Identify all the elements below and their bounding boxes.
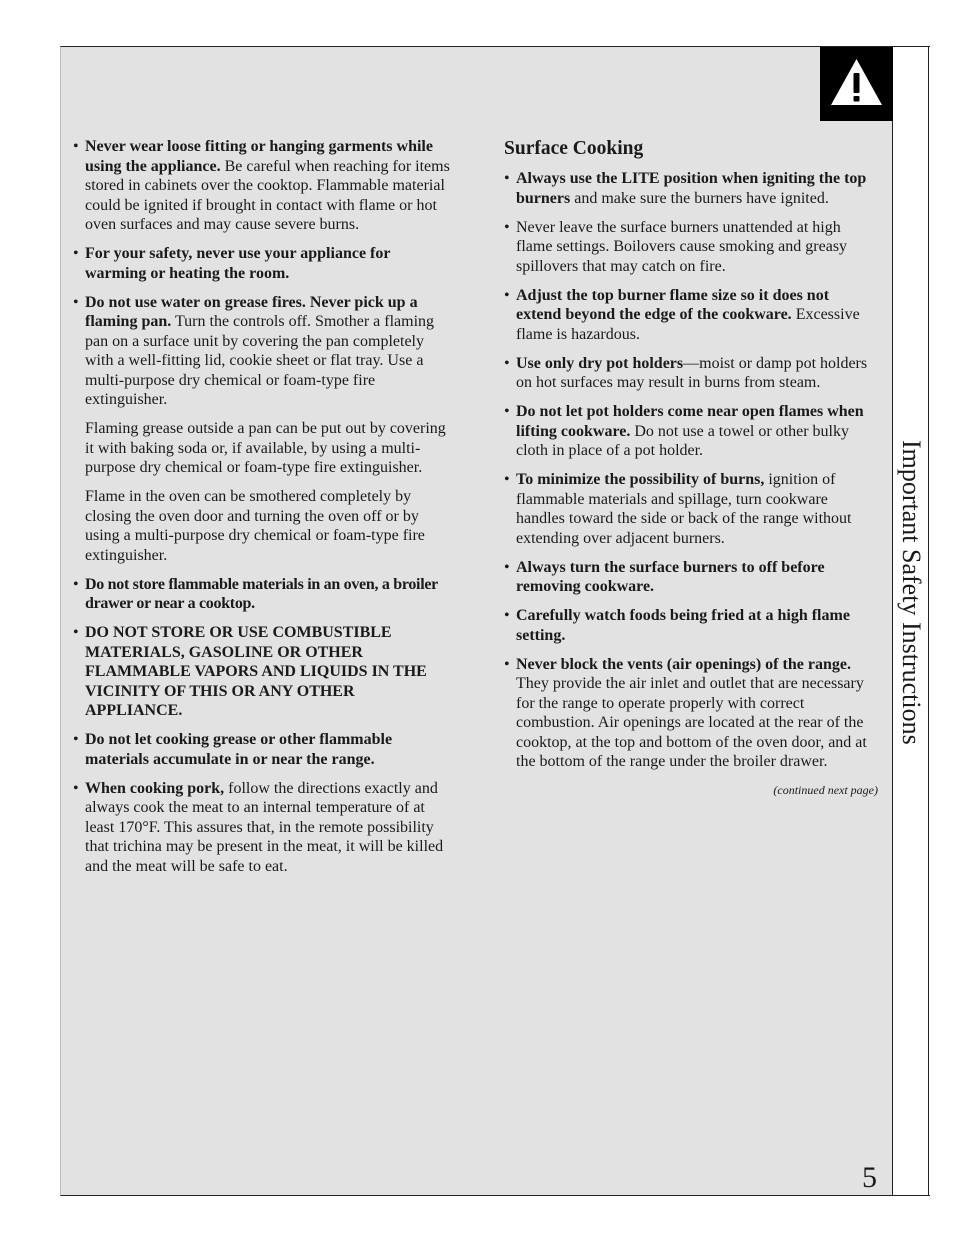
item-text: Excessive flame is hazardous.: [516, 306, 860, 343]
bold-lead: Never block the vents (air openings) of the range.: [516, 655, 851, 673]
item-text: They provide the air inlet and outlet that are necessary for the range to operate properly with correct combustion. Air openings are located at the rear of the cooktop, at the top and bottom of the oven door, and at the bottom of the range under the broiler drawer.: [516, 675, 867, 770]
item-text: —moist or damp pot holders on hot surfaces may result in burns from steam.: [516, 354, 868, 391]
bold-lead: Never wear loose fitting or hanging garments while using the appliance.: [85, 138, 433, 175]
page-number: 5: [862, 1161, 877, 1194]
bold-lead: For your safety, never use your appliance for warming or heating the room.: [85, 245, 391, 282]
list-item: [73, 137, 451, 235]
continued-note: (continued next page): [773, 782, 878, 797]
item-text: ignition of flammable materials and spillage, turn cookware handles toward the side or back of the range without extending over adjacent burners.: [516, 471, 852, 547]
right-column: [504, 137, 878, 797]
bold-lead: Do not let cooking grease or other flammable materials accumulate in or near the range.: [85, 731, 393, 768]
list-item: [73, 779, 451, 877]
bold-lead: Do not store flammable materials in an oven, a broiler drawer or near a cooktop.: [85, 575, 438, 612]
item-text: Be careful when reaching for items stored in cabinets over the cooktop. Flammable material could be ignited if brought in contact with flame or hot oven surfaces and may cause severe burns.: [85, 157, 450, 233]
item-text: follow the directions exactly and always cook the meat to an internal temperature of at least 170°F. This assures that, in the remote possibility that trichina may be present in the meat, it will be killed and the meat will be safe to eat.: [85, 779, 444, 875]
bold-lead: Do not let pot holders come near open flames when lifting cookware.: [516, 403, 864, 440]
list-item: [504, 286, 878, 345]
list-item: [73, 293, 451, 410]
list-item: [73, 244, 451, 283]
list-item: [504, 169, 878, 208]
paragraph: Flaming grease outside a pan can be put out by covering it with baking soda or, if available, by using a multi-purpose dry chemical or foam-type fire extinguisher.: [85, 420, 446, 476]
list-item: [504, 354, 878, 393]
paragraph: Flame in the oven can be smothered completely by closing the oven door and turning the oven off or by using a multi-purpose dry chemical or foam-type fire extinguisher.: [85, 488, 425, 564]
bold-lead: Always turn the surface burners to off before removing cookware.: [516, 558, 825, 595]
list-item: [73, 730, 451, 769]
warning-triangle-icon: [820, 47, 893, 121]
bold-lead: DO NOT STORE OR USE COMBUSTIBLE MATERIALS, GASOLINE OR OTHER FLAMMABLE VAPORS AND LIQUIDS IN THE VICINITY OF THIS OR ANY OTHER APPLIANCE.: [85, 624, 427, 719]
left-column: [73, 137, 451, 886]
bold-lead: Always use the LITE position when igniting the top burners: [516, 170, 867, 207]
list-item: [73, 623, 451, 721]
bold-lead: Do not use water on grease fires. Never pick up a flaming pan.: [85, 293, 418, 330]
item-text: Never leave the surface burners unattended at high flame settings. Boilovers cause smoking and greasy spillovers that may catch on fire.: [516, 218, 848, 275]
list-item: [504, 606, 878, 645]
section-title: Important Safety Instructions: [897, 440, 926, 745]
section-heading: Surface Cooking: [504, 138, 644, 159]
list-item: [504, 558, 878, 597]
list-item: [504, 655, 878, 772]
list-item: [73, 575, 451, 614]
item-text: Turn the controls off. Smother a flaming pan on a surface unit by covering the pan completely with a well-fitting lid, cookie sheet or flat tray. Use a multi-purpose dry chemical or foam-type fire extinguisher.: [85, 313, 435, 408]
item-text: and make sure the burners have ignited.: [570, 189, 829, 207]
list-item: [504, 402, 878, 461]
bold-lead: Adjust the top burner flame size so it does not extend beyond the edge of the cookware.: [516, 286, 830, 323]
bold-lead: Carefully watch foods being fried at a high flame setting.: [516, 607, 850, 644]
list-item: [504, 470, 878, 548]
warning-block: [820, 47, 893, 121]
bold-lead: To minimize the possibility of burns,: [516, 471, 765, 488]
item-text: Do not use a towel or other bulky cloth in place of a pot holder.: [516, 422, 849, 459]
bold-lead: Use only dry pot holders: [516, 354, 684, 372]
bold-lead: When cooking pork,: [85, 779, 225, 797]
list-item: [504, 218, 878, 277]
